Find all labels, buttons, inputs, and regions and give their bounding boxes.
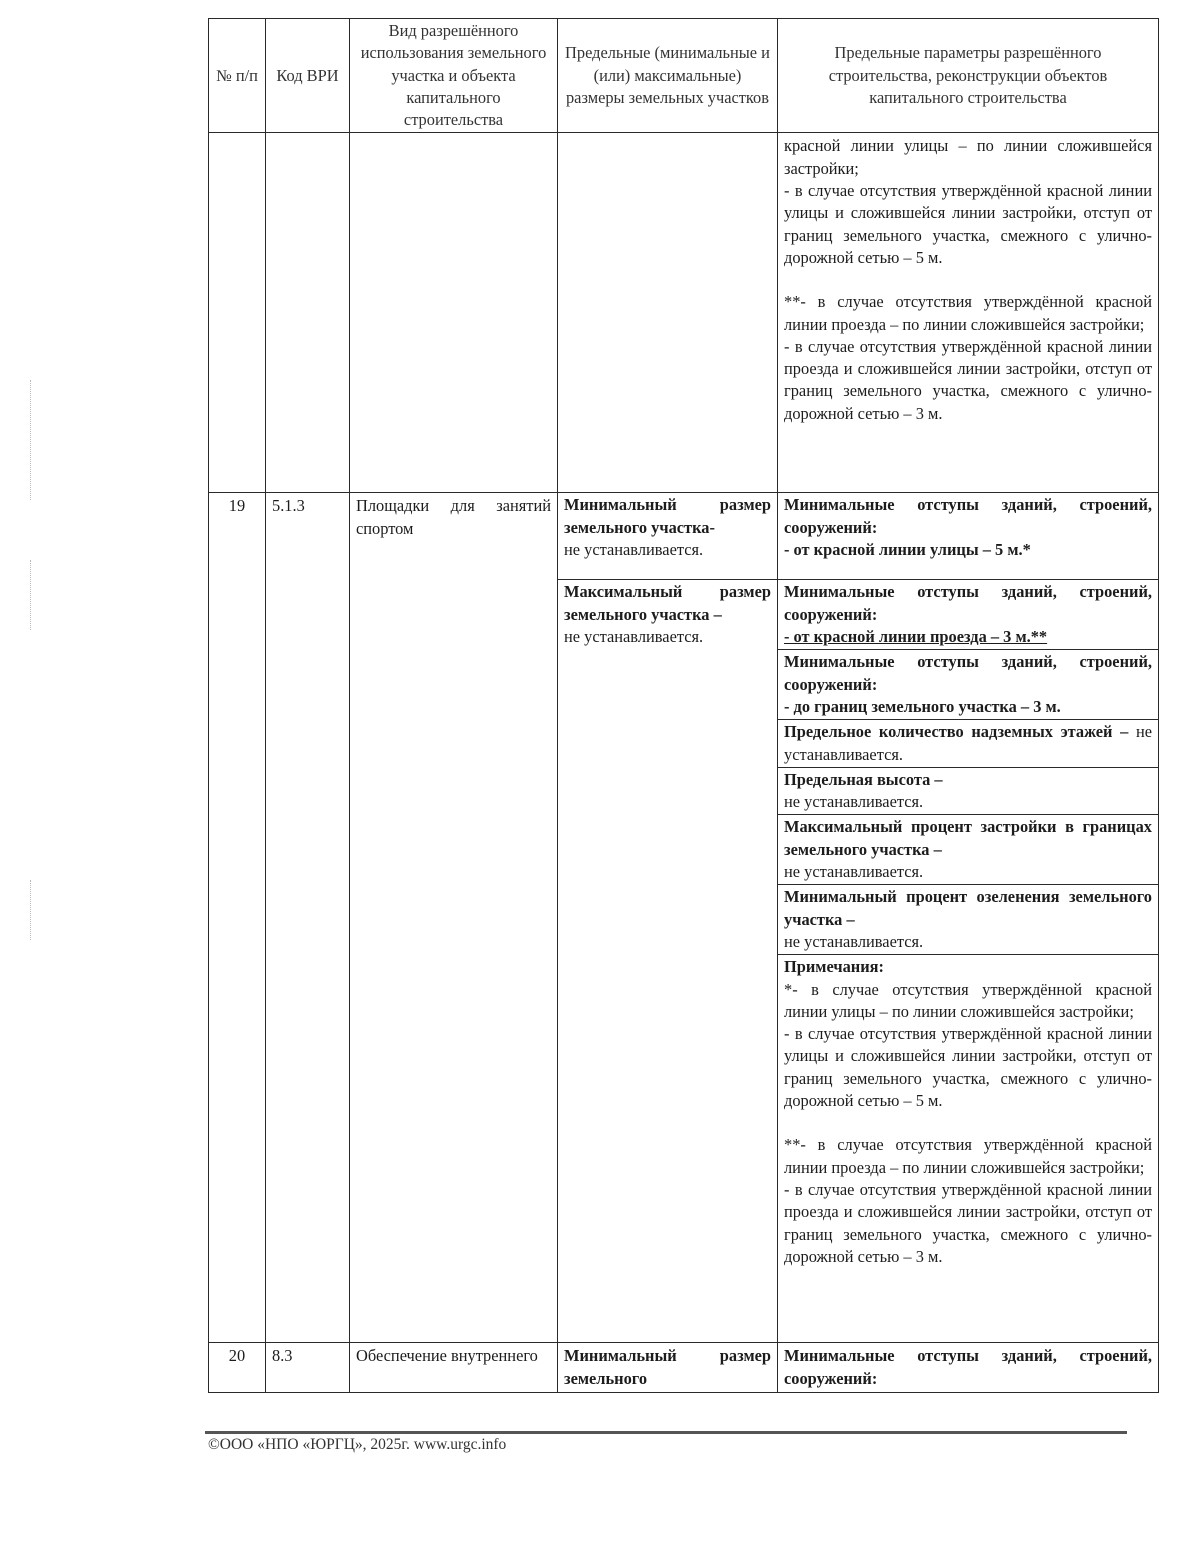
cell-number <box>209 133 266 493</box>
scan-margin-marks <box>30 380 33 500</box>
note-line: - в случае отсутствия утверждённой красной линии улицы и сложившейся линии застройки, отступ от границ земельного участка, смежного с улично-дорожной сетью – 5 м. <box>784 1024 1152 1111</box>
cell-code <box>266 133 350 493</box>
note-line: красной линии улицы – по линии сложившейся застройки; <box>784 136 1152 178</box>
param-value: не устанавливается. <box>784 862 924 882</box>
param-value: не устанавливается. <box>784 931 924 951</box>
param-value: - от красной линии проезда – 3 м.** <box>784 627 1048 647</box>
param-title: Минимальный процент озеленения земельного участка – <box>784 887 1152 929</box>
row-plot-size <box>558 493 778 1343</box>
max-size-value: не устанавливается. <box>564 627 704 647</box>
note-line: *- в случае отсутствия утверждённой красной линии улицы – по линии сложившейся застройки; <box>784 979 1152 1021</box>
header-number: № п/п <box>209 19 266 133</box>
note-line: - в случае отсутствия утверждённой красной линии проезда и сложившейся линии застройки, отступ от границ земельного участка, смежного с улично-дорожной сетью – 3 м. <box>784 1179 1152 1266</box>
table-row-continued <box>209 133 1159 493</box>
row-plot-size: Минимальный размер земельного <box>558 1343 778 1393</box>
header-plot-size: Предельные (минимальные и (или) максимальные) размеры земельных участков <box>558 19 778 133</box>
row-code: 5.1.3 <box>266 493 350 1343</box>
header-use-type: Вид разрешённого использования земельного участка и объекта капитального строительства <box>350 19 558 133</box>
param-value: не устанавливается. <box>784 722 1152 764</box>
header-build-params: Предельные параметры разрешённого строительства, реконструкции объектов капитального строительства <box>778 19 1159 133</box>
note-line: **- в случае отсутствия утверждённой красной линии проезда – по линии сложившейся застройки; <box>784 292 1152 334</box>
zoning-regulations-table <box>208 18 1159 1393</box>
param-title: Минимальные отступы зданий, строений, сооружений: <box>784 495 1152 537</box>
row-use-type: Обеспечение внутреннего <box>350 1343 558 1393</box>
footer-copyright: ©ООО «НПО «ЮРГЦ», 2025г. www.urgc.info <box>208 1436 507 1453</box>
param-value: не устанавливается. <box>784 792 924 812</box>
row-use-type: Площадки для занятий спортом <box>350 493 558 1343</box>
cell-plot-size <box>558 133 778 493</box>
min-size-value: не устанавливается. <box>564 540 704 560</box>
cell-use-type <box>350 133 558 493</box>
table-row-20 <box>209 1343 1159 1393</box>
row-number: 19 <box>209 493 266 1343</box>
notes-title: Примечания: <box>784 957 884 977</box>
row-build-params <box>778 493 1159 1343</box>
param-value: - от красной линии улицы – 5 м.* <box>784 540 1031 560</box>
note-line: - в случае отсутствия утверждённой красной линии улицы и сложившейся линии застройки, отступ от границ земельного участка, смежного с улично-дорожной сетью – 5 м. <box>784 181 1152 267</box>
max-size-label: Максимальный размер земельного участка – <box>564 582 771 624</box>
table-row-19 <box>209 493 1159 1343</box>
scan-margin-marks <box>30 560 33 630</box>
table-header-row <box>209 19 1159 133</box>
param-title: Предельная высота – <box>784 769 943 789</box>
row-code: 8.3 <box>266 1343 350 1393</box>
param-title: Предельное количество надземных этажей – <box>784 722 1129 742</box>
row-build-params: Минимальные отступы зданий, строений, сооружений: <box>778 1343 1159 1393</box>
cell-params-continued <box>778 133 1159 493</box>
header-code: Код ВРИ <box>266 19 350 133</box>
param-title: Минимальные отступы зданий, строений, сооружений: <box>784 582 1152 624</box>
note-line: **- в случае отсутствия утверждённой красной линии проезда – по линии сложившейся застройки; <box>784 1135 1152 1177</box>
param-title: Минимальные отступы зданий, строений, сооружений: <box>784 652 1152 694</box>
note-line: - в случае отсутствия утверждённой красной линии проезда и сложившейся линии застройки, отступ от границ земельного участка, смежного с улично-дорожной сетью – 3 м. <box>784 336 1152 423</box>
row-number: 20 <box>209 1343 266 1393</box>
param-title: Максимальный процент застройки в границах земельного участка – <box>784 817 1152 859</box>
param-value: - до границ земельного участка – 3 м. <box>784 696 1061 716</box>
scan-margin-marks <box>30 880 33 940</box>
min-size-label: Минимальный размер земельного участка- <box>564 495 771 537</box>
